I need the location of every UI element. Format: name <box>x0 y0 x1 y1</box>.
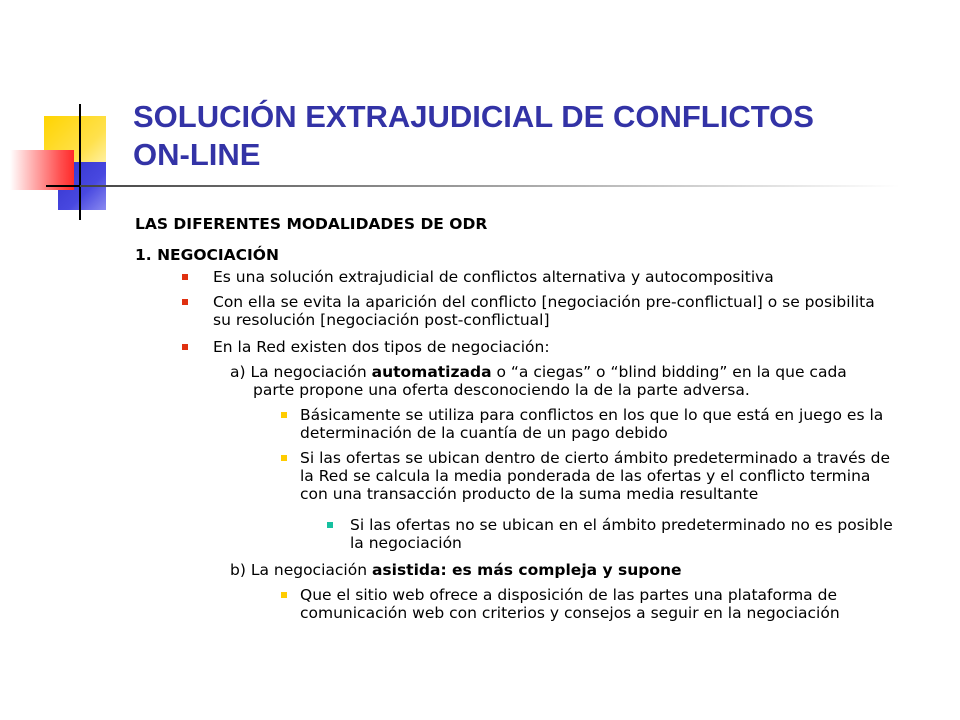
negotiation-type-a <box>230 363 847 381</box>
decorative-vertical-line <box>79 104 81 220</box>
section-heading: 1. NEGOCIACIÓN <box>135 246 279 264</box>
negotiation-type-a-continued: parte propone una oferta desconociendo la de la parte adversa. <box>253 381 750 399</box>
slide-title-line2: ON-LINE <box>133 137 261 172</box>
body-heading: LAS DIFERENTES MODALIDADES DE ODR <box>135 215 488 233</box>
text-run-bold: automatizada <box>371 363 492 381</box>
bullet-text: En la Red existen dos tipos de negociación: <box>213 338 550 356</box>
bullet-red-icon <box>182 274 188 280</box>
text-run-bold: asistida: es más compleja y supone <box>371 561 682 579</box>
bullet-yellow-icon <box>281 592 287 598</box>
bullet-red-icon <box>182 344 188 350</box>
title-underline <box>80 185 900 187</box>
bullet-text: Con ella se evita la aparición del conflicto [negociación pre-conflictual] o se posibilita <box>213 293 875 311</box>
sub-bullet-text: Que el sitio web ofrece a disposición de las partes una plataforma de <box>300 586 837 604</box>
sub-sub-bullet-text-continued: la negociación <box>350 534 462 552</box>
bullet-yellow-icon <box>281 455 287 461</box>
sub-bullet-text-continued: con una transacción producto de la suma media resultante <box>300 485 759 503</box>
sub-bullet-text-continued: determinación de la cuantía de un pago debido <box>300 424 668 442</box>
sub-sub-bullet-text: Si las ofertas no se ubican en el ámbito predeterminado no es posible <box>350 516 893 534</box>
bullet-red-icon <box>182 299 188 305</box>
bullet-yellow-icon <box>281 412 287 418</box>
bullet-text: Es una solución extrajudicial de conflictos alternativa y autocompositiva <box>213 268 774 286</box>
text-run: o “a ciegas” o “blind bidding” en la que cada <box>491 363 847 381</box>
decorative-red-bar <box>10 150 74 190</box>
sub-bullet-text-continued: comunicación web con criterios y consejos a seguir en la negociación <box>300 604 840 622</box>
text-run: b) La negociación <box>230 561 372 579</box>
sub-bullet-text: Básicamente se utiliza para conflictos en los que lo que está en juego es la <box>300 406 884 424</box>
bullet-text-continued: su resolución [negociación post-conflictual] <box>213 311 550 329</box>
sub-bullet-text-continued: la Red se calcula la media ponderada de las ofertas y el conflicto termina <box>300 467 871 485</box>
bullet-teal-icon <box>327 522 333 528</box>
sub-bullet-text: Si las ofertas se ubican dentro de cierto ámbito predeterminado a través de <box>300 449 890 467</box>
slide-title-line1: SOLUCIÓN EXTRAJUDICIAL DE CONFLICTOS <box>133 99 814 134</box>
text-run: a) La negociación <box>230 363 372 381</box>
slide-title <box>133 98 913 174</box>
negotiation-type-b <box>230 561 682 579</box>
